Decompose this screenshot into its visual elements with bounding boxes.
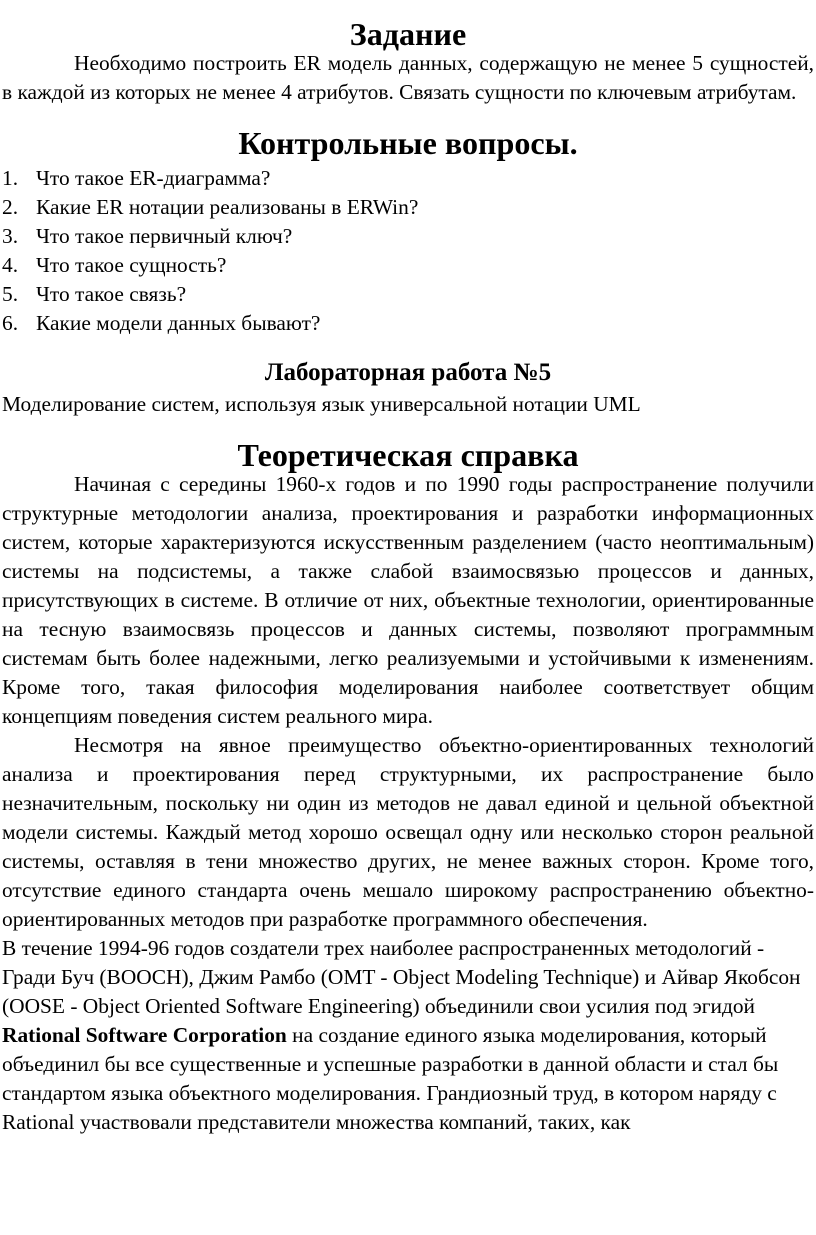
question-item xyxy=(2,193,814,222)
theory-p3-start: В течение 1994-96 годов создатели трех наиболее распространенных методологий - Гради Буч (BOOCH), Джим Рамбо (OMT - Object Modeling Technique) и Айвар Якобсон (OOSE - Object Oriented Software Engineering) объединили свои усилия под эгидой xyxy=(2,936,801,1018)
rational-corporation-bold: Rational Software Corporation xyxy=(2,1023,287,1047)
theory-paragraph-3 xyxy=(2,934,814,1137)
question-text: Какие модели данных бывают? xyxy=(36,311,321,335)
theory-heading: Теоретическая справка xyxy=(237,437,579,473)
question-number: 6. xyxy=(2,311,19,335)
question-item xyxy=(2,222,814,251)
question-item xyxy=(2,280,814,309)
questions-list xyxy=(2,164,814,338)
lab-title: Лабораторная работа №5 xyxy=(264,359,552,386)
task-heading: Задание xyxy=(349,16,467,52)
question-item xyxy=(2,251,814,280)
question-number: 3. xyxy=(2,224,19,248)
question-item xyxy=(2,164,814,193)
question-text: Какие ER нотации реализованы в ERWin? xyxy=(36,195,419,219)
questions-heading: Контрольные вопросы. xyxy=(238,125,578,161)
question-text: Что такое сущность? xyxy=(36,253,227,277)
task-paragraph: Необходимо построить ER модель данных, содержащую не менее 5 сущностей, в каждой из которых не менее 4 атрибутов. Связать сущности по ключевым атрибутам. xyxy=(2,51,814,104)
lab-subtitle: Моделирование систем, используя язык универсальной нотации UML xyxy=(2,392,641,416)
question-number: 4. xyxy=(2,253,19,277)
question-text: Что такое связь? xyxy=(36,282,187,306)
question-number: 2. xyxy=(2,195,19,219)
theory-paragraph-1: Начиная с середины 1960-х годов и по 1990 годы распространение получили структурные методологии анализа, проектирования и разработки информационных систем, которые характеризуются искусственным разделением (часто неоптимальным) системы на подсистемы, а также слабой взаимосвязью процессов и данных, присутствующих в системе. В отличие от них, объектные технологии, ориентированные на тесную взаимосвязь процессов и данных системы, позволяют программным системам быть более надежными, легко реализуемыми и устойчивыми к изменениям. Кроме того, такая философия моделирования наиболее соответствует общим концепциям поведения систем реального мира. xyxy=(2,472,814,728)
theory-p3-end: на создание единого языка моделирования, который объединил бы все существенные и успешные разработки в данной области и стал бы стандартом языка объектного моделирования. Грандиозный труд, в котором наряду с Rational участвовали представители множества компаний, таких, как xyxy=(2,1023,779,1134)
question-number: 5. xyxy=(2,282,19,306)
question-text: Что такое первичный ключ? xyxy=(36,224,293,248)
question-item xyxy=(2,309,814,338)
question-text: Что такое ER-диаграмма? xyxy=(36,166,271,190)
question-number: 1. xyxy=(2,166,19,190)
theory-paragraph-2: Несмотря на явное преимущество объектно-ориентированных технологий анализа и проектирования перед структурными, их распространение было незначительным, поскольку ни один из методов не давал единой и цельной объектной модели системы. Каждый метод хорошо освещал одну или несколько сторон реальной системы, оставляя в тени множество других, не менее важных сторон. Кроме того, отсутствие единого стандарта очень мешало широкому распространению объектно-ориентированных методов при разработке программного обеспечения. xyxy=(2,733,814,931)
